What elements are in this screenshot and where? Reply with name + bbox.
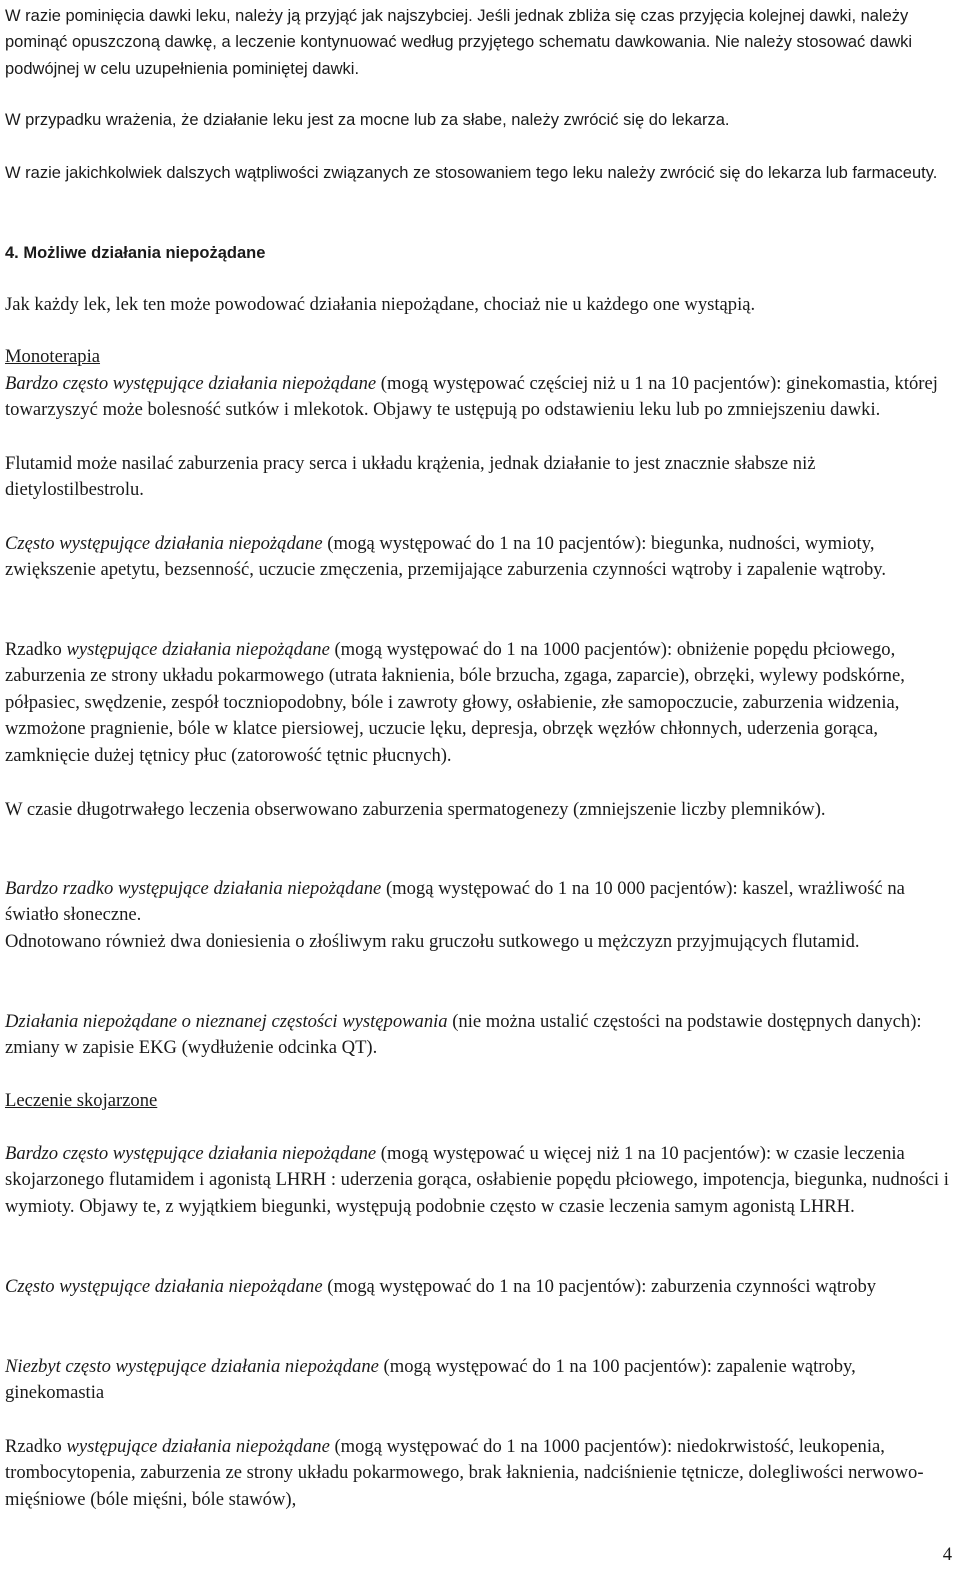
frequency-label: Bardzo rzadko występujące działania niepożądane <box>5 878 382 899</box>
monoterapia-flutamid-note: Flutamid może nasilać zaburzenia pracy serca i układu krążenia, jednak działanie to jest znacznie słabsze niż dietylostilbestrolu. <box>5 453 816 501</box>
monoterapia-common <box>5 531 953 584</box>
skojarzone-heading: Leczenie skojarzone <box>5 1090 158 1111</box>
page-number: 4 <box>942 1544 952 1565</box>
frequency-prefix: Rzadko <box>5 1436 67 1457</box>
frequency-text: (mogą występować u więcej niż 1 na 10 pacjentów): w czasie leczenia skojarzonego flutamidem i agonistą LHRH : uderzenia gorąca, osłabienie popędu płciowego, impotencja, biegunka, nudności i wymioty. Objawy te, z wyjątkiem biegunki, występują podobnie często w czasie leczenia samym agonistą LHRH. <box>5 1143 949 1217</box>
frequency-prefix: Rzadko <box>5 639 67 660</box>
monoterapia-rare <box>5 637 953 769</box>
monoterapia-very-rare <box>5 876 953 929</box>
skojarzone-rare <box>5 1434 953 1513</box>
paragraph-missed-dose: W razie pominięcia dawki leku, należy ją przyjąć jak najszybciej. Jeśli jednak zbliża się czas przyjęcia kolejnej dawki, należy pominąć opuszczoną dawkę, a leczenie kontynuować według przyjętego schematu dawkowania. Nie należy stosować dawki podwójnej w celu uzupełnienia pominiętej dawki. <box>5 7 913 78</box>
paragraph-further-questions: W razie jakichkolwiek dalszych wątpliwości związanych ze stosowaniem tego leku należy zwrócić się do lekarza lub farmaceuty. <box>5 164 938 182</box>
monoterapia-cancer-note: Odnotowano również dwa doniesienia o złośliwym raku gruczołu sutkowego u mężczyzn przyjmujących flutamid. <box>5 931 860 952</box>
frequency-text: (mogą występować do 1 na 1000 pacjentów): niedokrwistość, leukopenia, trombocytopenia, zaburzenia ze strony układu pokarmowego, brak łaknienia, nadciśnienie tętnicze, dolegliwości nerwowo-mięśniowe (bóle mięśni, bóle stawów), <box>5 1436 924 1510</box>
monoterapia-unknown-frequency <box>5 1009 953 1062</box>
frequency-text: (mogą występować do 1 na 10 000 pacjentów): kaszel, wrażliwość na światło słoneczne. <box>5 878 905 926</box>
skojarzone-common <box>5 1274 953 1300</box>
frequency-label: Bardzo często występujące działania niepożądane <box>5 373 377 394</box>
frequency-text: (mogą występować do 1 na 10 pacjentów): biegunka, nudności, wymioty, zwiększenie apetytu, bezsenność, uczucie zmęczenia, przemijające zaburzenia czynności wątroby i zapalenie wątroby. <box>5 533 887 581</box>
frequency-label: Niezbyt często występujące działania niepożądane <box>5 1356 379 1377</box>
frequency-text: (nie można ustalić częstości na podstawie dostępnych danych): zmiany w zapisie EKG (wydłużenie odcinka QT). <box>5 1011 922 1059</box>
monoterapia-heading: Monoterapia <box>5 346 101 367</box>
frequency-text: (mogą występować do 1 na 1000 pacjentów): obniżenie popędu płciowego, zaburzenia ze strony układu pokarmowego (utrata łaknienia, bóle brzucha, zgaga, zaparcie), obrzęki, wylewy podskórne, półpasiec, swędzenie, zespół toczniopodobny, bóle i zawroty głowy, osłabienie, złe samopoczucie, zaburzenia widzenia, wzmożone pragnienie, bóle w klatce piersiowej, uczucie lęku, depresja, obrzęk węzłów chłonnych, uderzenia gorąca, zamknięcie dużej tętnicy płuc (zatorowość tętnic płucnych). <box>5 639 905 766</box>
frequency-label: występujące działania niepożądane <box>66 1436 330 1457</box>
skojarzone-uncommon <box>5 1354 953 1407</box>
frequency-label: występujące działania niepożądane <box>66 639 330 660</box>
frequency-label: Działania niepożądane o nieznanej częstości występowania <box>5 1011 448 1032</box>
frequency-label: Często występujące działania niepożądane <box>5 533 323 554</box>
frequency-text: (mogą występować do 1 na 10 pacjentów): zaburzenia czynności wątroby <box>322 1276 877 1297</box>
skojarzone-very-common <box>5 1141 953 1220</box>
frequency-text: (mogą występować częściej niż u 1 na 10 pacjentów): ginekomastia, której towarzyszyć może bolesność sutków i mlekotok. Objawy te ustępują po odstawieniu leku lub po zmniejszeniu dawki. <box>5 373 938 421</box>
monoterapia-long-term: W czasie długotrwałego leczenia obserwowano zaburzenia spermatogenezy (zmniejszenie liczby plemników). <box>5 799 826 820</box>
frequency-label: Często występujące działania niepożądane <box>5 1276 323 1297</box>
frequency-label: Bardzo często występujące działania niepożądane <box>5 1143 377 1164</box>
section-4-intro: Jak każdy lek, lek ten może powodować działania niepożądane, chociaż nie u każdego one wystąpią. <box>5 294 756 315</box>
paragraph-effect-strength: W przypadku wrażenia, że działanie leku jest za mocne lub za słabe, należy zwrócić się do lekarza. <box>5 111 730 129</box>
monoterapia-very-common <box>5 371 953 424</box>
section-4-heading: 4. Możliwe działania niepożądane <box>5 244 266 262</box>
frequency-text: (mogą występować do 1 na 100 pacjentów): zapalenie wątroby, ginekomastia <box>5 1356 856 1404</box>
